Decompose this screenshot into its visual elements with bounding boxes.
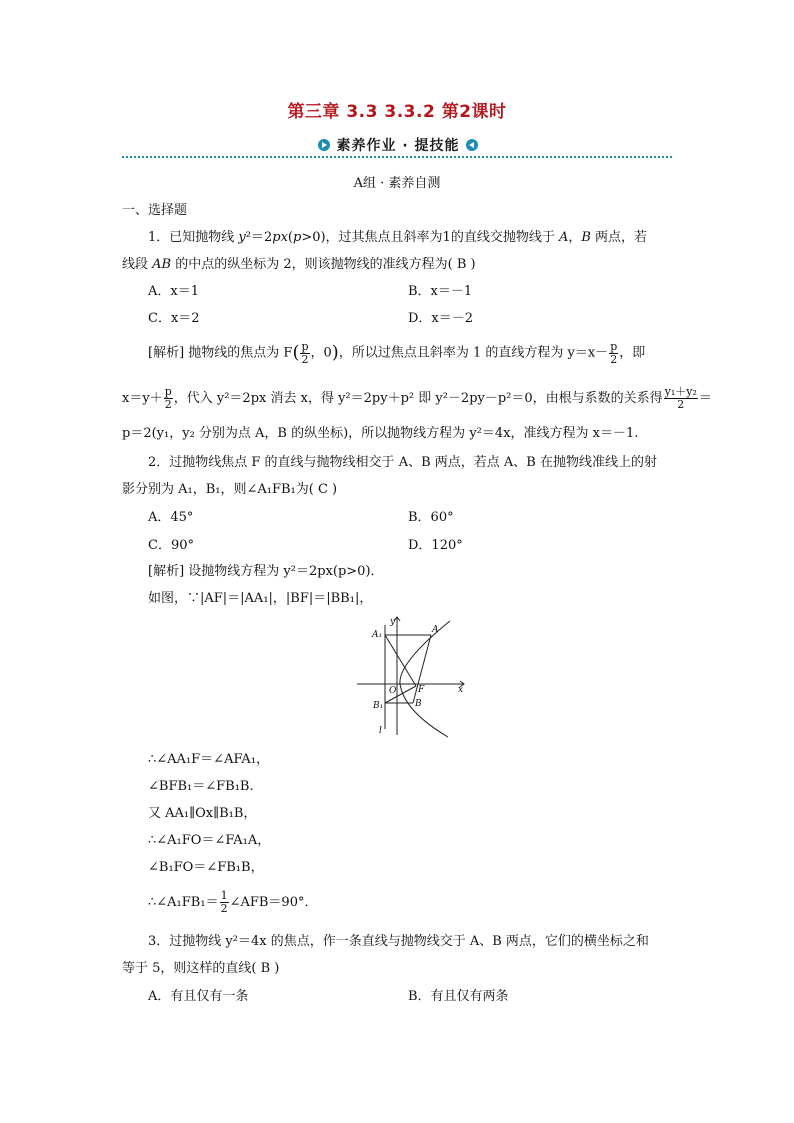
q2-option-a: A．45° <box>148 510 194 525</box>
q2-solution-line6: ∴∠A₁FO＝∠FA₁A， <box>148 833 271 848</box>
q1-solution-line3: p＝2(y₁，y₂ 分别为点 A，B 的纵坐标)，所以抛物线方程为 y²＝4x，准线方程为 x＝－1. <box>122 426 639 441</box>
label-a: A <box>432 625 439 635</box>
label-a1: A₁ <box>372 630 383 640</box>
q3-stem-line1: 3．过抛物线 y²＝4x 的焦点，作一条直线与抛物线交于 A、B 两点，它们的横坐标之和 <box>148 934 649 949</box>
q2-solution-line7: ∠B₁FO＝∠FB₁B， <box>148 860 264 875</box>
q2-solution-line2: 如图，∵|AF|＝|AA₁|，|BF|＝|BB₁|， <box>148 591 373 606</box>
label-f: F <box>418 685 425 695</box>
banner <box>300 135 496 155</box>
fraction-p-over-2: $\frac{p}{2}$ <box>164 385 172 411</box>
q3-stem-line2: 等于 5，则这样的直线( B ) <box>122 961 280 976</box>
banner-label: 素养作业 · 提技能 <box>336 138 460 154</box>
q2-stem-line2: 影分别为 A₁，B₁，则∠A₁FB₁为( C ) <box>122 482 338 497</box>
label-x: x <box>458 685 464 695</box>
q2-solution-line5: 又 AA₁∥Ox∥B₁B， <box>148 806 257 821</box>
label-b1: B₁ <box>373 701 384 711</box>
label-o: O <box>389 686 397 696</box>
q1-option-a: A．x＝1 <box>148 284 199 299</box>
q3-option-a: A．有且仅有一条 <box>148 989 249 1004</box>
section-heading: 一、选择题 <box>122 203 188 218</box>
banner-divider <box>122 156 672 158</box>
play-right-icon <box>318 139 330 151</box>
chapter-title: 第三章 3.3 3.3.2 第2课时 <box>287 102 507 122</box>
fraction-p-over-2: $\frac{p}{2}$ <box>610 339 618 366</box>
q1-option-c: C．x＝2 <box>148 311 200 326</box>
parabola-figure <box>352 613 472 739</box>
play-left-icon <box>466 139 478 151</box>
q2-solution-line1: [解析] 设抛物线方程为 y²＝2px(p>0)． <box>148 564 384 579</box>
label-l: l <box>379 726 382 736</box>
q2-stem-line1: 2．过抛物线焦点 F 的直线与抛物线相交于 A、B 两点，若点 A、B 在抛物线准线上的射 <box>148 455 657 470</box>
label-b: B <box>415 699 422 709</box>
q2-solution-line8: ∴∠A₁FB₁＝ $\frac{1}{2}$ ∠AFB＝90°． <box>148 889 318 915</box>
q1-stem-line1: 1．已知抛物线 y²＝2px(p>0)，过其焦点且斜率为1的直线交抛物线于 A，B 两点，若 <box>148 230 648 245</box>
q1-option-d: D．x＝－2 <box>408 311 474 326</box>
parabola-curve <box>400 621 450 737</box>
label-y: y <box>390 617 396 627</box>
q2-solution-line3: ∴∠AA₁F＝∠AFA₁， <box>148 752 269 767</box>
q1-stem-line2: 线段 AB 的中点的纵坐标为 2，则该抛物线的准线方程为( B ) <box>122 257 476 272</box>
q1-option-b: B．x＝－1 <box>408 284 473 299</box>
q1-solution-line1: [解析] 抛物线的焦点为 F( $\frac{p}{2}$ ，0)，所以过焦点且斜率为 1 的直线方程为 y＝x－ $\frac{p}{2}$ ，即 <box>148 339 646 366</box>
q2-option-d: D．120° <box>408 538 463 553</box>
q1-solution-line2: x＝y＋ $\frac{p}{2}$ ，代入 y²＝2px 消去 x，得 y²＝2py＋p² 即 y²－2py－p²＝0，由根与系数的关系得 $\frac{\text{y₁＋y₂}}{2}$ ＝ <box>122 385 712 411</box>
q2-solution-line4: ∠BFB₁＝∠FB₁B. <box>148 779 254 794</box>
fraction-one-half: $\frac{1}{2}$ <box>220 889 228 915</box>
fraction-y-sum-over-2: $\frac{\text{y₁＋y₂}}{2}$ <box>664 385 697 411</box>
fraction-p-over-2: $\frac{p}{2}$ <box>301 339 309 366</box>
group-heading: A组 · 素养自测 <box>353 176 441 191</box>
q2-option-c: C．90° <box>148 538 194 553</box>
q2-option-b: B．60° <box>408 510 454 525</box>
q3-option-b: B．有且仅有两条 <box>408 989 509 1004</box>
